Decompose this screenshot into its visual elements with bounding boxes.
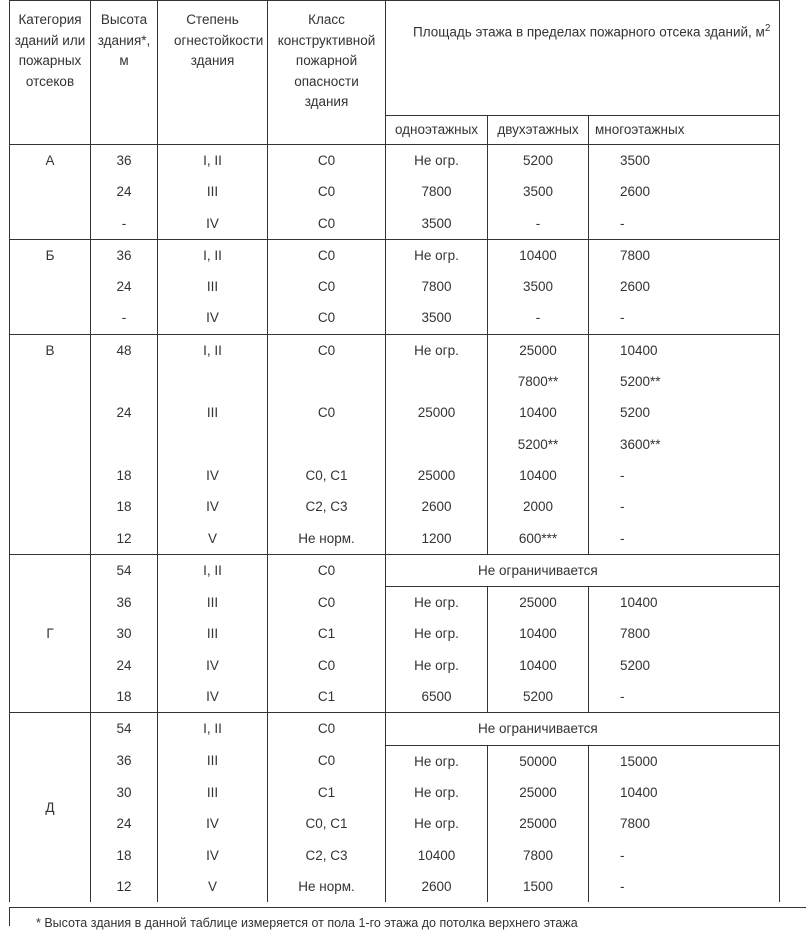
area-two-storey-cell: 25000	[488, 808, 589, 839]
area-two-storey-cell: 7800	[488, 840, 589, 871]
table-row	[10, 491, 780, 522]
header-area-text: Площадь этажа в пределах пожарного отсека зданий, м	[413, 24, 765, 40]
area-multi-storey-cell: 10400	[589, 587, 780, 619]
area-multi-storey-cell: -	[589, 302, 780, 334]
height-cell: 36	[91, 239, 158, 271]
height-cell: 12	[91, 871, 158, 902]
area-one-storey-cell: Не огр.	[386, 777, 488, 808]
construction-class-cell: С0	[268, 650, 386, 681]
area-two-storey-cell: 10400	[488, 239, 589, 271]
height-cell: 54	[91, 554, 158, 586]
fire-resistance-cell: V	[158, 871, 268, 902]
table-container	[9, 0, 771, 930]
area-one-storey-cell: 2600	[386, 491, 488, 522]
area-two-storey-cell: 7800**	[488, 366, 589, 397]
area-two-storey-cell: -	[488, 302, 589, 334]
fire-resistance-cell: IV	[158, 208, 268, 240]
area-one-storey-cell: 10400	[386, 840, 488, 871]
fire-resistance-cell: IV	[158, 650, 268, 681]
table-row	[10, 777, 780, 808]
table-row	[10, 271, 780, 302]
construction-class-cell: С0	[268, 713, 386, 745]
construction-class-cell: С0	[268, 176, 386, 207]
fire-resistance-cell: III	[158, 271, 268, 302]
area-multi-storey-cell: -	[589, 208, 780, 240]
category-cell: В	[10, 334, 91, 554]
area-one-storey-cell: 3500	[386, 208, 488, 240]
area-two-storey-cell: 25000	[488, 777, 589, 808]
table-row	[10, 650, 780, 681]
area-two-storey-cell: 25000	[488, 587, 589, 619]
height-cell: 54	[91, 713, 158, 745]
area-merged-cell: Не ограничивается	[386, 713, 780, 745]
fire-resistance-cell: I, II	[158, 554, 268, 586]
area-multi-storey-cell: -	[589, 871, 780, 902]
table-row	[10, 429, 780, 460]
header-two-storey: двухэтажных	[488, 116, 589, 145]
table-row	[10, 460, 780, 491]
area-two-storey-cell: 25000	[488, 334, 589, 366]
table-row	[10, 618, 780, 649]
area-two-storey-cell: 2000	[488, 491, 589, 522]
table-row	[10, 208, 780, 240]
area-two-storey-cell: 3500	[488, 176, 589, 207]
table-body	[10, 145, 780, 903]
area-multi-storey-cell: 10400	[589, 777, 780, 808]
fire-resistance-cell: I, II	[158, 713, 268, 745]
fire-resistance-cell: III	[158, 745, 268, 777]
fire-resistance-cell: I, II	[158, 145, 268, 177]
height-cell: 30	[91, 777, 158, 808]
fire-resistance-cell: IV	[158, 302, 268, 334]
fire-resistance-cell: I, II	[158, 239, 268, 271]
table-row	[10, 239, 780, 271]
area-multi-storey-cell: 3600**	[589, 429, 780, 460]
height-cell: 12	[91, 523, 158, 555]
table-row	[10, 397, 780, 428]
area-two-storey-cell: 3500	[488, 271, 589, 302]
fire-resistance-cell: IV	[158, 491, 268, 522]
area-one-storey-cell: 7800	[386, 176, 488, 207]
area-one-storey-cell	[386, 429, 488, 460]
height-cell: 18	[91, 840, 158, 871]
area-multi-storey-cell: 7800	[589, 618, 780, 649]
construction-class-cell: С0	[268, 745, 386, 777]
height-cell: 36	[91, 145, 158, 177]
area-two-storey-cell: 5200	[488, 145, 589, 177]
fire-resistance-cell: IV	[158, 681, 268, 713]
construction-class-cell: С0	[268, 208, 386, 240]
category-cell: А	[10, 145, 91, 240]
table-row	[10, 587, 780, 619]
category-cell: Д	[10, 713, 91, 902]
construction-class-cell: С0	[268, 587, 386, 619]
table-row	[10, 713, 780, 745]
area-two-storey-cell: 1500	[488, 871, 589, 902]
height-cell: 24	[91, 650, 158, 681]
height-cell: -	[91, 302, 158, 334]
table-row	[10, 745, 780, 777]
fire-resistance-cell: IV	[158, 808, 268, 839]
area-one-storey-cell: Не огр.	[386, 745, 488, 777]
fire-resistance-cell: IV	[158, 460, 268, 491]
area-two-storey-cell: 10400	[488, 618, 589, 649]
footnote: * Высота здания в данной таблице измеряется от пола 1-го этажа до потолка верхнего этажа	[9, 907, 806, 926]
fire-resistance-cell: V	[158, 523, 268, 555]
area-one-storey-cell: Не огр.	[386, 239, 488, 271]
area-one-storey-cell: Не огр.	[386, 334, 488, 366]
fire-resistance-cell	[158, 366, 268, 397]
height-cell: 36	[91, 745, 158, 777]
fire-resistance-cell: I, II	[158, 334, 268, 366]
area-one-storey-cell: 2600	[386, 871, 488, 902]
header-area-sup: 2	[764, 23, 771, 34]
area-two-storey-cell: -	[488, 208, 589, 240]
construction-class-cell: С0	[268, 239, 386, 271]
fire-resistance-cell: III	[158, 397, 268, 428]
header-height: Высота здания*, м	[91, 1, 158, 145]
area-multi-storey-cell: -	[589, 491, 780, 522]
height-cell: 24	[91, 271, 158, 302]
fire-resistance-cell: III	[158, 777, 268, 808]
area-multi-storey-cell: 7800	[589, 808, 780, 839]
construction-class-cell: Не норм.	[268, 871, 386, 902]
fire-resistance-cell: III	[158, 587, 268, 619]
area-one-storey-cell: Не огр.	[386, 618, 488, 649]
category-cell: Г	[10, 554, 91, 712]
area-multi-storey-cell: -	[589, 840, 780, 871]
table-row	[10, 523, 780, 555]
area-multi-storey-cell: 5200**	[589, 366, 780, 397]
area-one-storey-cell: 25000	[386, 460, 488, 491]
height-cell: -	[91, 208, 158, 240]
construction-class-cell: С2, С3	[268, 491, 386, 522]
header-one-storey: одноэтажных	[386, 116, 488, 145]
area-multi-storey-cell: 2600	[589, 271, 780, 302]
area-multi-storey-cell: -	[589, 681, 780, 713]
table-row	[10, 554, 780, 586]
area-two-storey-cell: 10400	[488, 650, 589, 681]
area-multi-storey-cell: 3500	[589, 145, 780, 177]
table-row	[10, 176, 780, 207]
table-row	[10, 840, 780, 871]
construction-class-cell: С1	[268, 618, 386, 649]
construction-class-cell: С0	[268, 271, 386, 302]
area-multi-storey-cell: 15000	[589, 745, 780, 777]
height-cell: 36	[91, 587, 158, 619]
fire-resistance-cell	[158, 429, 268, 460]
area-one-storey-cell: 25000	[386, 397, 488, 428]
construction-class-cell: С1	[268, 777, 386, 808]
area-one-storey-cell: 3500	[386, 302, 488, 334]
area-one-storey-cell: Не огр.	[386, 650, 488, 681]
table-row	[10, 808, 780, 839]
area-two-storey-cell: 10400	[488, 397, 589, 428]
area-two-storey-cell: 50000	[488, 745, 589, 777]
area-multi-storey-cell: 10400	[589, 334, 780, 366]
height-cell: 24	[91, 808, 158, 839]
area-multi-storey-cell: -	[589, 460, 780, 491]
height-cell: 18	[91, 491, 158, 522]
area-two-storey-cell: 10400	[488, 460, 589, 491]
table-row	[10, 145, 780, 177]
fire-resistance-cell: III	[158, 618, 268, 649]
area-merged-cell: Не ограничивается	[386, 554, 780, 586]
area-one-storey-cell	[386, 366, 488, 397]
height-cell: 18	[91, 460, 158, 491]
height-cell: 48	[91, 334, 158, 366]
area-one-storey-cell: 1200	[386, 523, 488, 555]
area-multi-storey-cell: 5200	[589, 650, 780, 681]
area-two-storey-cell: 5200**	[488, 429, 589, 460]
area-two-storey-cell: 5200	[488, 681, 589, 713]
table-row	[10, 366, 780, 397]
construction-class-cell: С0, С1	[268, 808, 386, 839]
area-one-storey-cell: Не огр.	[386, 587, 488, 619]
table-row	[10, 871, 780, 902]
fire-resistance-cell: III	[158, 176, 268, 207]
construction-class-cell	[268, 429, 386, 460]
height-cell	[91, 366, 158, 397]
category-cell: Б	[10, 239, 91, 334]
construction-class-cell: С0	[268, 554, 386, 586]
area-multi-storey-cell: 2600	[589, 176, 780, 207]
area-multi-storey-cell: 5200	[589, 397, 780, 428]
table-row	[10, 334, 780, 366]
area-one-storey-cell: Не огр.	[386, 145, 488, 177]
fire-resistance-cell: IV	[158, 840, 268, 871]
table-row	[10, 302, 780, 334]
header-multi-storey: многоэтажных	[589, 116, 780, 145]
construction-class-cell: С0	[268, 302, 386, 334]
header-fire-resistance: Степень огнестойкости здания	[158, 1, 268, 145]
construction-class-cell	[268, 366, 386, 397]
table-row	[10, 681, 780, 713]
height-cell: 30	[91, 618, 158, 649]
area-one-storey-cell: 7800	[386, 271, 488, 302]
area-one-storey-cell: 6500	[386, 681, 488, 713]
construction-class-cell: С1	[268, 681, 386, 713]
height-cell: 24	[91, 176, 158, 207]
header-area	[386, 1, 780, 116]
header-category: Категория зданий или пожарных отсеков	[10, 1, 91, 145]
height-cell: 24	[91, 397, 158, 428]
fire-compartment-table	[9, 0, 780, 902]
area-one-storey-cell: Не огр.	[386, 808, 488, 839]
area-two-storey-cell: 600***	[488, 523, 589, 555]
height-cell: 18	[91, 681, 158, 713]
construction-class-cell: С0	[268, 334, 386, 366]
construction-class-cell: С0, С1	[268, 460, 386, 491]
height-cell	[91, 429, 158, 460]
construction-class-cell: С2, С3	[268, 840, 386, 871]
construction-class-cell: Не норм.	[268, 523, 386, 555]
header-construction-class: Класс конструктивной пожарной опасности здания	[268, 1, 386, 145]
construction-class-cell: С0	[268, 397, 386, 428]
construction-class-cell: С0	[268, 145, 386, 177]
area-multi-storey-cell: -	[589, 523, 780, 555]
area-multi-storey-cell: 7800	[589, 239, 780, 271]
